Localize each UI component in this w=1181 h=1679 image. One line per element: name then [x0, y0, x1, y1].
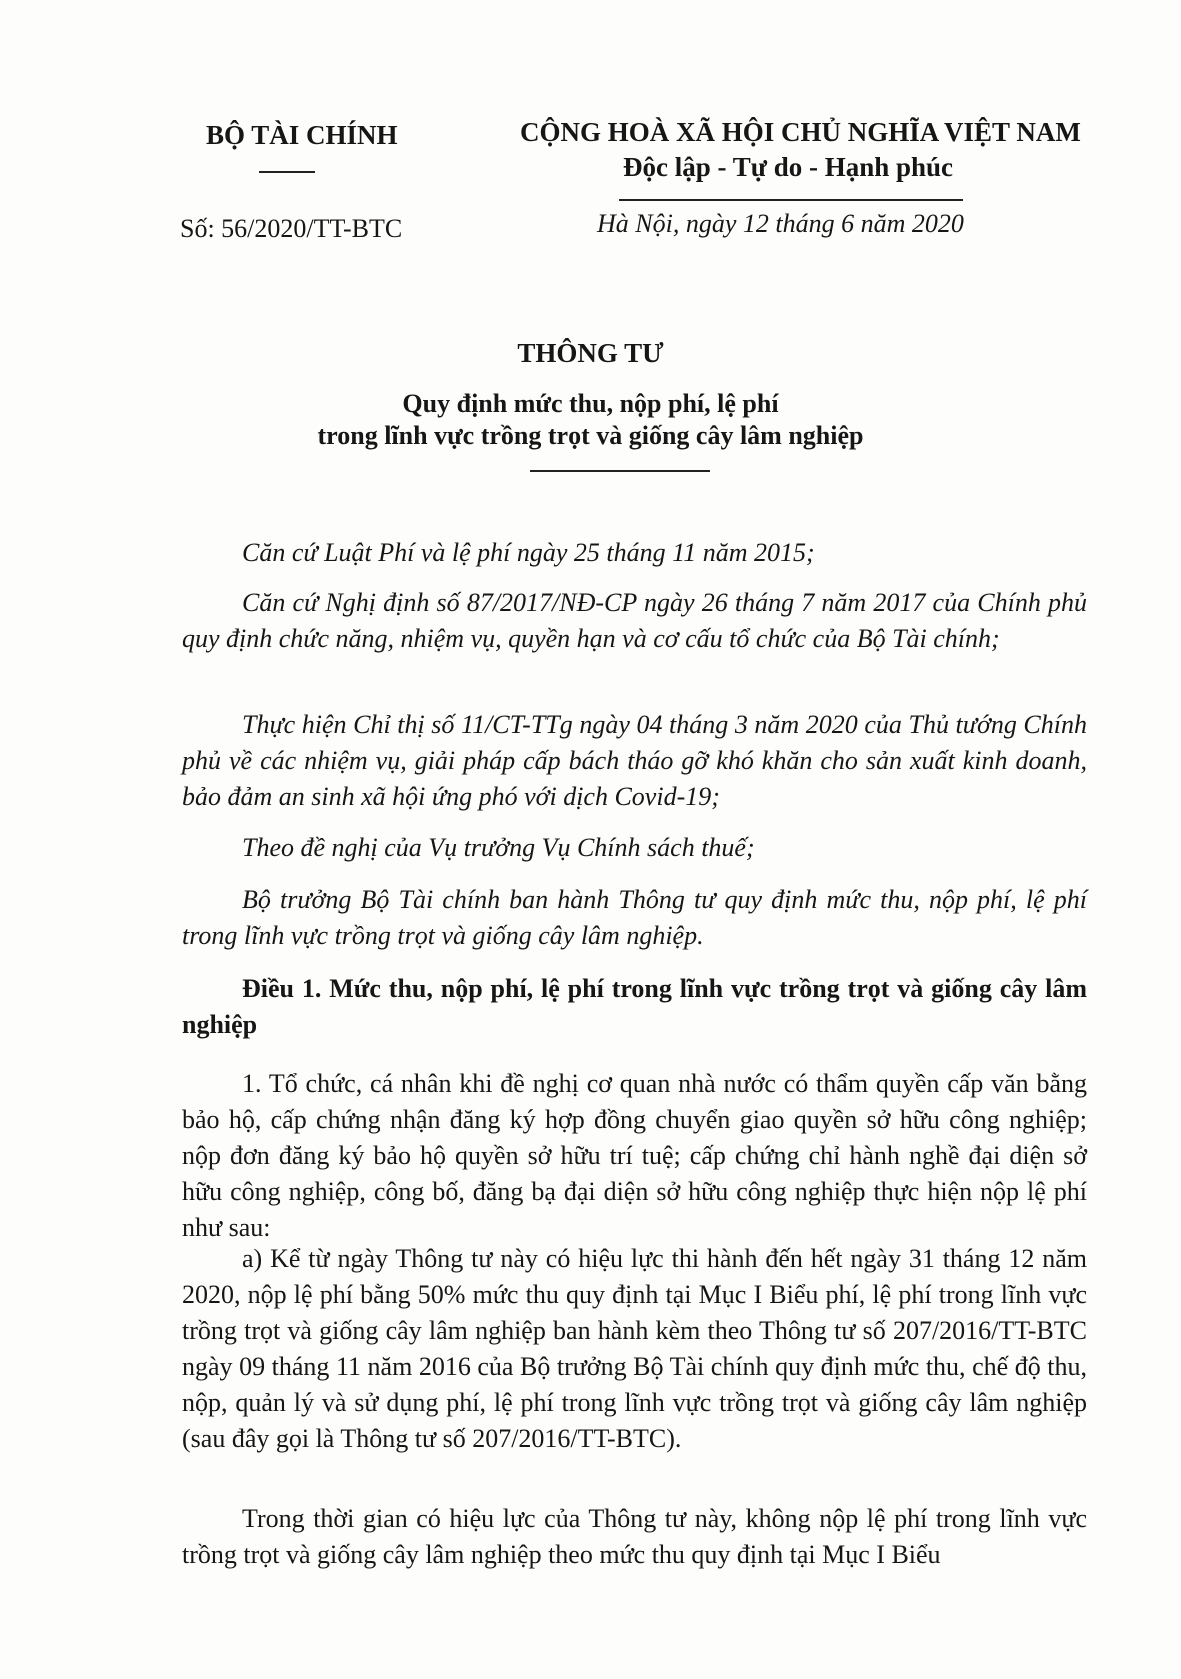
place-date: Hà Nội, ngày 12 tháng 6 năm 2020: [597, 209, 964, 238]
national-motto: Độc lập - Tự do - Hạnh phúc: [623, 152, 954, 182]
ministry-name: BỘ TÀI CHÍNH: [206, 120, 398, 150]
preamble-legal-basis-1: Căn cứ Luật Phí và lệ phí ngày 25 tháng 11 năm 2015;: [242, 538, 815, 567]
motto-underline: [619, 199, 963, 201]
preamble-directive: Thực hiện Chỉ thị số 11/CT-TTg ngày 04 tháng 3 năm 2020 của Thủ tướng Chính phủ về các nhiệm vụ, giải pháp cấp bách tháo gỡ khó khăn cho sản xuất kinh doanh, bảo đảm an sinh xã hội ứng phó với dịch Covid-19;: [182, 710, 1087, 811]
article-1-continuation: Trong thời gian có hiệu lực của Thông tư này, không nộp lệ phí trong lĩnh vực trồng trọt và giống cây lâm nghiệp theo mức thu quy định tại Mục I Biểu: [182, 1504, 1087, 1569]
preamble-legal-basis-2: Căn cứ Nghị định số 87/2017/NĐ-CP ngày 26 tháng 7 năm 2017 của Chính phủ quy định chức năng, nhiệm vụ, quyền hạn và cơ cấu tổ chức của Bộ Tài chính;: [182, 588, 1087, 653]
preamble-issuance: Bộ trưởng Bộ Tài chính ban hành Thông tư quy định mức thu, nộp phí, lệ phí trong lĩnh vực trồng trọt và giống cây lâm nghiệp.: [182, 885, 1087, 950]
article-1-clause-1a: a) Kể từ ngày Thông tư này có hiệu lực thi hành đến hết ngày 31 tháng 12 năm 2020, nộp lệ phí bằng 50% mức thu quy định tại Mục I Biểu phí, lệ phí trong lĩnh vực trồng trọt và giống cây lâm nghiệp ban hành kèm theo Thông tư số 207/2016/TT-BTC ngày 09 tháng 11 năm 2016 của Bộ trưởng Bộ Tài chính quy định mức thu, chế độ thu, nộp, quản lý và sử dụng phí, lệ phí trong lĩnh vực trồng trọt và giống cây lâm nghiệp (sau đây gọi là Thông tư số 207/2016/TT-BTC).: [182, 1244, 1087, 1453]
document-subject-line-1: Quy định mức thu, nộp phí, lệ phí: [402, 389, 779, 418]
article-1-heading: Điều 1. Mức thu, nộp phí, lệ phí trong lĩnh vực trồng trọt và giống cây lâm nghiệp: [182, 974, 1087, 1039]
country-name: CỘNG HOÀ XÃ HỘI CHỦ NGHĨA VIỆT NAM: [520, 117, 1081, 147]
ministry-underline: [259, 171, 315, 173]
document-type-title: THÔNG TƯ: [517, 338, 664, 368]
preamble-proposal: Theo đề nghị của Vụ trưởng Vụ Chính sách thuế;: [242, 833, 755, 862]
document-subject-line-2: trong lĩnh vực trồng trọt và giống cây lâm nghiệp: [317, 421, 864, 450]
document-number: Số: 56/2020/TT-BTC: [180, 214, 403, 243]
article-1-clause-1: 1. Tổ chức, cá nhân khi đề nghị cơ quan nhà nước có thẩm quyền cấp văn bằng bảo hộ, cấp chứng nhận đăng ký hợp đồng chuyển giao quyền sở hữu công nghiệp; nộp đơn đăng ký bảo hộ quyền sở hữu trí tuệ; cấp chứng chỉ hành nghề đại diện sở hữu công nghiệp, công bố, đăng bạ đại diện sở hữu công nghiệp thực hiện nộp lệ phí như sau:: [182, 1069, 1087, 1242]
title-underline: [530, 470, 710, 472]
